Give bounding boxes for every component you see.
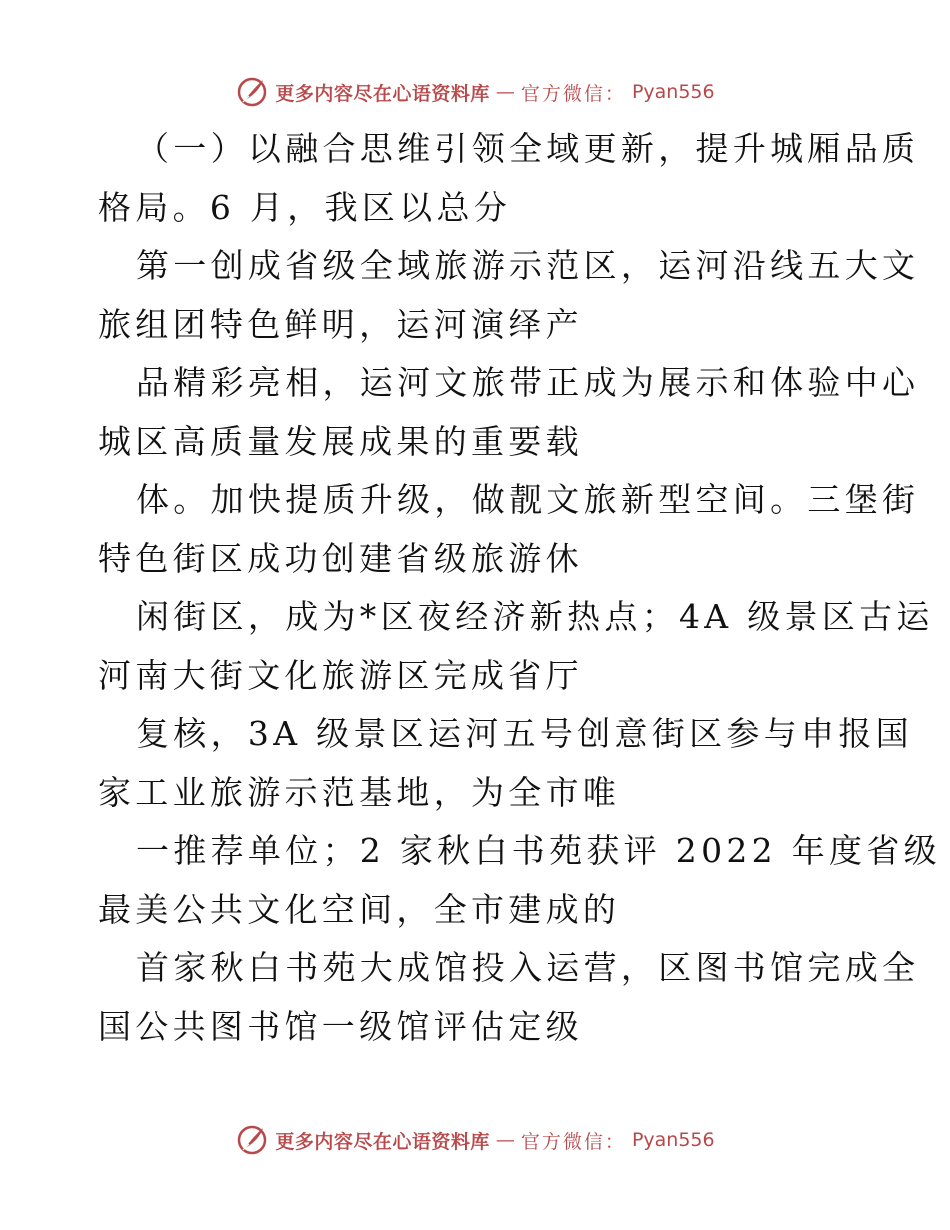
footer-banner-wechat-label: 官方微信： xyxy=(520,1130,626,1153)
paragraph-line: 格局。6 月，我区以总分 xyxy=(98,187,512,227)
document-body xyxy=(98,120,941,1056)
footer-banner-separator: — xyxy=(495,1129,515,1151)
footer-banner-wechat-id: Pyan556 xyxy=(631,1129,715,1151)
paragraph-line: 旅组团特色鲜明，运河演绎产 xyxy=(98,304,583,344)
paragraph-line: （一）以融合思维引领全域更新，提升城厢品质 xyxy=(136,129,920,168)
footer-banner-title: 更多内容尽在心语资料库 xyxy=(275,1130,490,1153)
paragraph-line: 城区高质量发展成果的重要载 xyxy=(98,421,583,461)
paragraph-line: 品精彩亮相，运河文旅带正成为展示和体验中心 xyxy=(136,363,920,402)
paragraph-line: 体。加快提质升级，做靓文旅新型空间。三堡街 xyxy=(136,480,920,519)
paragraph-line: 一推荐单位；2 家秋白书苑获评 2022 年度省级 xyxy=(136,831,941,870)
paragraph-line: 闲街区，成为*区夜经济新热点；4A 级景区古运 xyxy=(136,597,934,636)
header-banner-wechat-id: Pyan556 xyxy=(631,81,715,103)
paragraph-line: 河南大街文化旅游区完成省厅 xyxy=(98,655,583,695)
feather-pen-logo-icon xyxy=(235,75,269,109)
paragraph-line: 首家秋白书苑大成馆投入运营，区图书馆完成全 xyxy=(136,948,920,987)
header-banner-title: 更多内容尽在心语资料库 xyxy=(275,82,490,105)
header-banner xyxy=(0,72,950,112)
paragraph-line: 家工业旅游示范基地，为全市唯 xyxy=(98,772,621,812)
header-banner-separator: — xyxy=(495,81,515,103)
paragraph-line: 最美公共文化空间，全市建成的 xyxy=(98,889,621,929)
footer-banner xyxy=(0,1120,950,1160)
paragraph-line: 国公共图书馆一级馆评估定级 xyxy=(98,1006,583,1046)
paragraph-line: 第一创成省级全域旅游示范区，运河沿线五大文 xyxy=(136,246,920,285)
paragraph-line: 特色街区成功创建省级旅游休 xyxy=(98,538,583,578)
paragraph-line: 复核，3A 级景区运河五号创意街区参与申报国 xyxy=(136,714,913,753)
header-banner-wechat-label: 官方微信： xyxy=(520,82,626,105)
feather-pen-logo-icon xyxy=(235,1123,269,1157)
